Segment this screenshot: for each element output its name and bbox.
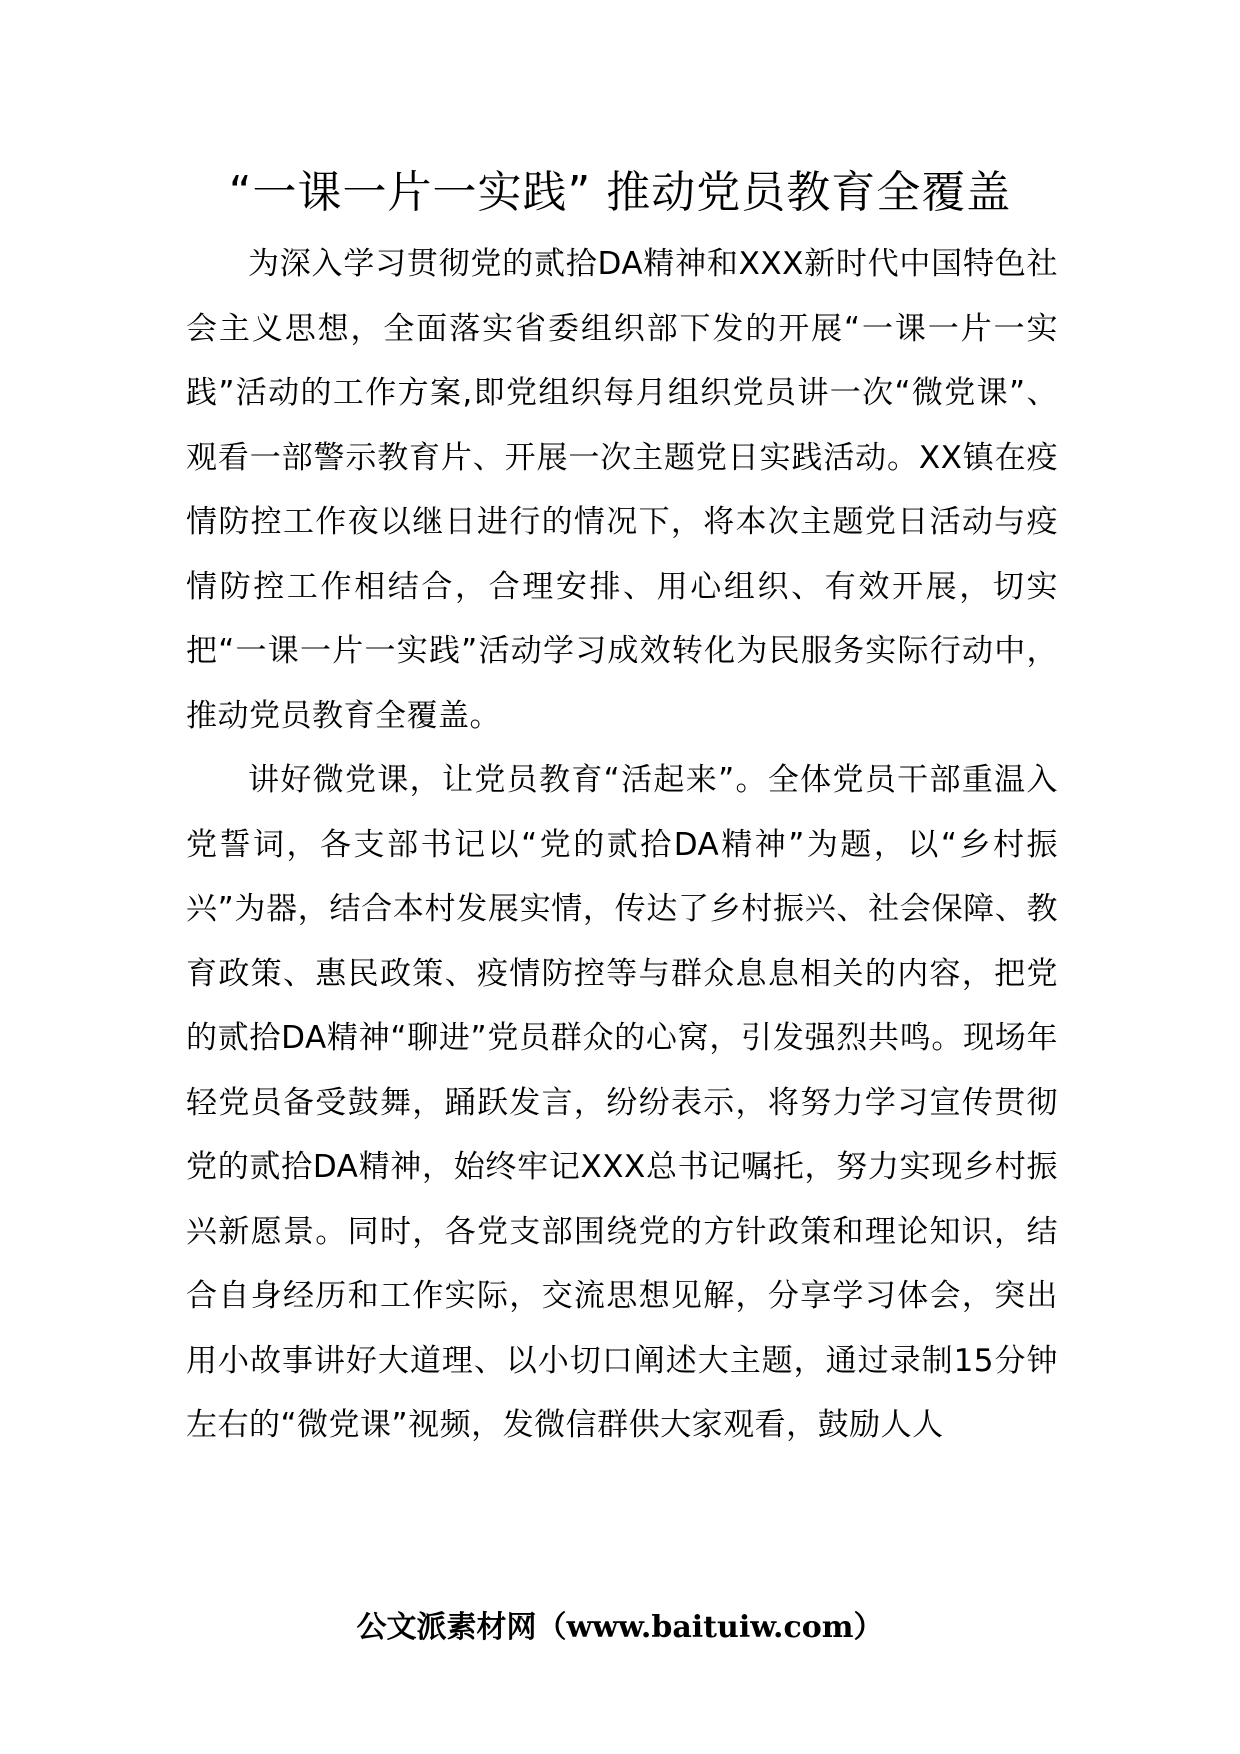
paragraph-intro: 为深入学习贯彻党的贰拾DA精神和XXX新时代中国特色社会主义思想，全面落实省委组织部下发的开展“一课一片一实践”活动的工作方案,即党组织每月组织党员讲一次“微党课”、观看一部警示教育片、开展一次主题党日实践活动。XX镇在疫情防控工作夜以继日进行的情况下，将本次主题党日活动与疫情防控工作相结合，合理安排、用心组织、有效开展，切实把“一课一片一实践”活动学习成效转化为民服务实际行动中，推动党员教育全覆盖。 [186, 246, 1058, 734]
paragraph-micro-lesson: 讲好微党课，让党员教育“活起来”。全体党员干部重温入党誓词，各支部书记以“党的贰拾DA精神”为题，以“乡村振兴”为器，结合本村发展实情，传达了乡村振兴、社会保障、教育政策、惠民政策、疫情防控等与群众息息相关的内容，把党的贰拾DA精神“聊进”党员群众的心窝，引发强烈共鸣。现场年轻党员备受鼓舞，踊跃发言，纷纷表示，将努力学习宣传贯彻党的贰拾DA精神，始终牢记XXX总书记嘱托，努力实现乡村振兴新愿景。同时，各党支部围绕党的方针政策和理论知识，结合自身经历和工作实际，交流思想见解，分享学习体会，突出用小故事讲好大道理、以小切口阐述大主题，通过录制15分钟左右的“微党课”视频，发微信群供大家观看，鼓励人人 [186, 762, 1058, 1443]
document-title: “一课一片一实践” 推动党员教育全覆盖 [228, 167, 1012, 218]
document-body [186, 232, 1058, 1458]
footer-watermark: 公文派素材网（www.baituiw.com） [356, 1610, 884, 1645]
